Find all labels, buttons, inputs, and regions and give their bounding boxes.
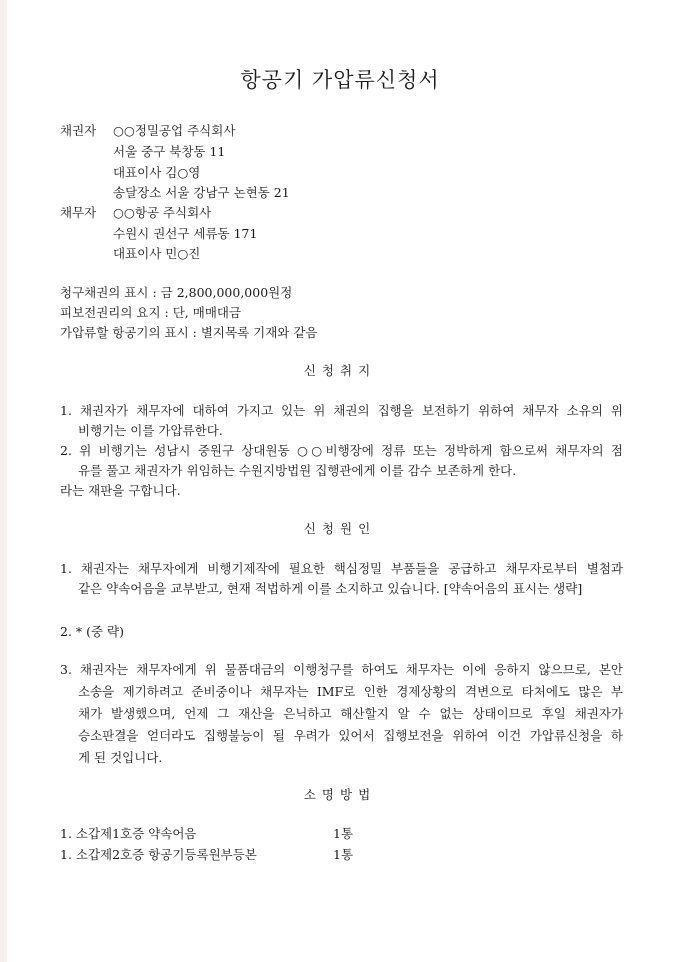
- creditor-service-address: 송달장소 서울 강남구 논현동 21: [113, 185, 290, 200]
- evidence-item-count: 1통: [333, 826, 354, 841]
- evidence-heading: 소명방법: [303, 787, 377, 802]
- purpose-item-2-line-2: 유를 풀고 채권자가 위임하는 수원지방법원 집행관에게 이를 감수 보존하게 한다.: [78, 463, 517, 478]
- claim-amount: 청구채권의 표시 : 금 2,800,000,000원정: [60, 285, 293, 300]
- creditor-label: 채권자: [60, 123, 97, 138]
- reason-item-3-line-5: 게 된 것입니다.: [78, 750, 163, 765]
- purpose-item-1-line-1: 1. 채권자가 채무자에 대하여 가지고 있는 위 채권의 집행을 보전하기 위하여 채무자 소유의 위: [60, 403, 623, 418]
- evidence-item-name: 1. 소갑제1호증 약속어음: [60, 826, 197, 841]
- preserved-right: 피보전권리의 요지 : 단, 매매대금: [60, 305, 242, 320]
- document-title: 항공기 가압류신청서: [240, 68, 440, 92]
- reason-item-3-line-1: 3. 채권자는 채무자에게 위 물품대금의 이행청구를 하여도 채무자는 이에 응하지 않으므로, 본안: [60, 662, 623, 677]
- debtor-name: ○○항공 주식회사: [113, 205, 212, 220]
- evidence-item-name: 1. 소갑제2호증 항공기등록원부등본: [60, 847, 257, 862]
- reason-item-3-line-3: 채가 발생했으며, 언제 그 재산을 은닉하고 해산할지 알 수 없는 상태이므로 후일 채권자가: [78, 706, 623, 721]
- purpose-heading: 신청취지: [303, 363, 377, 378]
- creditor-representative: 대표이사 김○영: [113, 165, 201, 180]
- reason-heading: 신청원인: [303, 521, 377, 536]
- debtor-label: 채무자: [60, 205, 97, 220]
- reason-item-3-line-2: 소송을 제기하려고 준비중이나 채무자는 IMF로 인한 경제상황의 격변으로 타처에도 많은 부: [78, 684, 623, 699]
- purpose-item-1-line-2: 비행기는 이를 가압류한다.: [78, 423, 223, 438]
- reason-item-2: 2. * (중 략): [60, 624, 124, 639]
- aircraft-description: 가압류할 항공기의 표시 : 별지목록 기재와 같음: [60, 325, 318, 340]
- purpose-closing: 라는 재판을 구합니다.: [60, 483, 181, 498]
- reason-item-3-line-4: 승소판결을 얻더라도 집행불능이 될 우려가 있어서 집행보전을 위하여 이건 가압류신청을 하: [78, 728, 623, 743]
- page-edge: [0, 0, 7, 962]
- reason-item-1-line-1: 1. 채권자는 채무자에게 비행기제작에 필요한 핵심정밀 부품들을 공급하고 채무자로부터 별첨과: [60, 561, 623, 576]
- creditor-name: ○○정밀공업 주식회사: [113, 123, 236, 138]
- purpose-item-2-line-1: 2. 위 비행기는 성남시 중원구 상대원동 ○○비행장에 정류 또는 정박하게 함으로써 채무자의 점: [60, 443, 623, 458]
- creditor-address: 서울 중구 북창동 11: [113, 144, 226, 159]
- debtor-representative: 대표이사 민○진: [113, 246, 201, 261]
- reason-item-1-line-2: 같은 약속어음을 교부받고, 현재 적법하게 이를 소지하고 있습니다. [약속어음의 표시는 생략]: [78, 581, 583, 596]
- debtor-address: 수원시 권선구 세류동 171: [113, 226, 258, 241]
- evidence-item-count: 1통: [333, 847, 354, 862]
